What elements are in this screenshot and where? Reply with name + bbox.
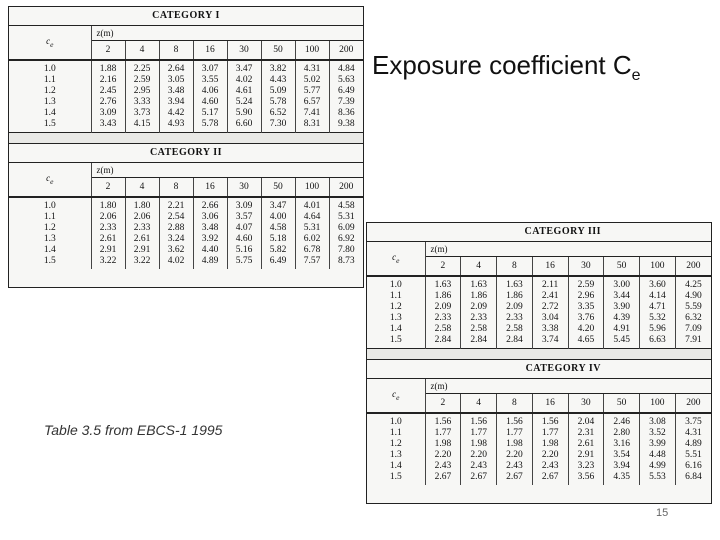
height-header: 2: [425, 257, 461, 277]
height-header: 8: [159, 178, 193, 198]
value-column: 3.08 3.52 3.99 4.48 4.99 5.53: [640, 413, 676, 485]
value-column: 2.59 2.96 3.35 3.76 4.20 4.65: [568, 276, 604, 349]
height-header: 50: [604, 257, 640, 277]
value-column: 1.56 1.77 1.98 2.20 2.43 2.67: [461, 413, 497, 485]
height-header: 8: [497, 257, 533, 277]
value-column: 1.80 2.06 2.33 2.61 2.91 3.22: [125, 197, 159, 269]
value-column: 3.07 3.55 4.06 4.60 5.17 5.78: [193, 60, 227, 133]
ce-header: $c_e$: [9, 163, 91, 198]
value-column: 4.25 4.90 5.59 6.32 7.09 7.91: [685, 280, 702, 345]
value-column: 2.66 3.06 3.48 3.92 4.40 4.89: [193, 197, 227, 269]
height-header: 200: [329, 41, 363, 61]
table-source-caption: Table 3.5 from EBCS-1 1995: [44, 422, 223, 438]
height-header: 2: [425, 394, 461, 414]
height-header: 50: [261, 178, 295, 198]
page-number: 15: [656, 507, 669, 519]
height-header: 4: [461, 394, 497, 414]
ce-header: $c_e$: [367, 242, 425, 277]
ct-column: 1.0 1.1 1.2 1.3 1.4 1.5: [9, 60, 91, 133]
z-label: z(m): [425, 242, 711, 257]
ct-column: 1.0 1.1 1.2 1.3 1.4 1.5: [367, 413, 425, 485]
height-header: 200: [675, 394, 711, 414]
category-title: CATEGORY I: [9, 7, 363, 26]
height-header: 100: [295, 178, 329, 198]
value-column: 1.88 2.16 2.45 2.76 3.09 3.43: [91, 60, 125, 133]
value-column: 1.56 1.77 1.98 2.20 2.43 2.67: [425, 413, 461, 485]
z-label: z(m): [425, 379, 711, 394]
ce-header: $c_e$: [367, 379, 425, 414]
height-header: 100: [640, 257, 676, 277]
value-column: 2.04 2.31 2.61 2.91 3.23 3.56: [568, 413, 604, 485]
value-column: 4.01 4.64 5.31 6.02 6.78 7.57: [295, 197, 329, 269]
ct-column: 1.0 1.1 1.2 1.3 1.4 1.5: [367, 276, 425, 349]
height-header: 8: [497, 394, 533, 414]
height-header: 50: [604, 394, 640, 414]
category-title: CATEGORY II: [9, 144, 363, 163]
value-column: 3.00 3.44 3.90 4.39 4.91 5.45: [604, 276, 640, 349]
height-header: 4: [125, 41, 159, 61]
height-header: 4: [125, 178, 159, 198]
height-header: 8: [159, 41, 193, 61]
ce-header: $c_e$: [9, 26, 91, 61]
scanned-table-categories-3-4: [366, 222, 712, 504]
value-column: 1.56 1.77 1.98 2.20 2.43 2.67: [497, 413, 533, 485]
section-divider: [367, 349, 711, 360]
height-header: 16: [193, 178, 227, 198]
value-column: 3.60 4.14 4.71 5.32 5.96 6.63: [640, 276, 676, 349]
value-column: 2.21 2.54 2.88 3.24 3.62 4.02: [159, 197, 193, 269]
value-column: 3.47 4.00 4.58 5.18 5.82 6.49: [261, 197, 295, 269]
value-column: 4.84 5.63 6.49 7.39 8.36 9.38: [337, 64, 355, 129]
height-header: 100: [295, 41, 329, 61]
value-column: 3.47 4.02 4.61 5.24 5.90 6.60: [227, 60, 261, 133]
category-title: CATEGORY IV: [367, 360, 711, 379]
z-label: z(m): [91, 163, 363, 178]
value-column: 1.63 1.86 2.09 2.33 2.58 2.84: [497, 276, 533, 349]
value-column: 3.75 4.31 4.89 5.51 6.16 6.84: [685, 417, 702, 482]
height-header: 30: [568, 257, 604, 277]
value-column: 1.56 1.77 1.98 2.20 2.43 2.67: [532, 413, 568, 485]
value-column: 2.64 3.05 3.48 3.94 4.42 4.93: [159, 60, 193, 133]
height-header: 16: [532, 394, 568, 414]
height-header: 16: [193, 41, 227, 61]
scanned-table-categories-1-2: [8, 6, 364, 288]
height-header: 200: [329, 178, 363, 198]
value-column: 4.31 5.02 5.77 6.57 7.41 8.31: [295, 60, 329, 133]
value-column: 3.82 4.43 5.09 5.78 6.52 7.30: [261, 60, 295, 133]
height-header: 2: [91, 178, 125, 198]
value-column: 1.63 1.86 2.09 2.33 2.58 2.84: [425, 276, 461, 349]
value-column: 2.25 2.59 2.95 3.33 3.73 4.15: [125, 60, 159, 133]
value-column: 2.46 2.80 3.16 3.54 3.94 4.35: [604, 413, 640, 485]
slide-title: Exposure coefficient $C_e$: [372, 50, 641, 84]
value-column: 3.09 3.57 4.07 4.60 5.16 5.75: [227, 197, 261, 269]
height-header: 16: [532, 257, 568, 277]
category-title: CATEGORY III: [367, 223, 711, 242]
height-header: 30: [568, 394, 604, 414]
height-header: 2: [91, 41, 125, 61]
height-header: 30: [227, 41, 261, 61]
section-divider: [9, 133, 363, 144]
value-column: 4.58 5.31 6.09 6.92 7.80 8.73: [337, 201, 355, 266]
height-header: 200: [675, 257, 711, 277]
ct-column: 1.0 1.1 1.2 1.3 1.4 1.5: [9, 197, 91, 269]
height-header: 100: [640, 394, 676, 414]
value-column: 1.63 1.86 2.09 2.33 2.58 2.84: [461, 276, 497, 349]
height-header: 50: [261, 41, 295, 61]
value-column: 2.11 2.41 2.72 3.04 3.38 3.74: [532, 276, 568, 349]
z-label: z(m): [91, 26, 363, 41]
value-column: 1.80 2.06 2.33 2.61 2.91 3.22: [91, 197, 125, 269]
height-header: 4: [461, 257, 497, 277]
height-header: 30: [227, 178, 261, 198]
